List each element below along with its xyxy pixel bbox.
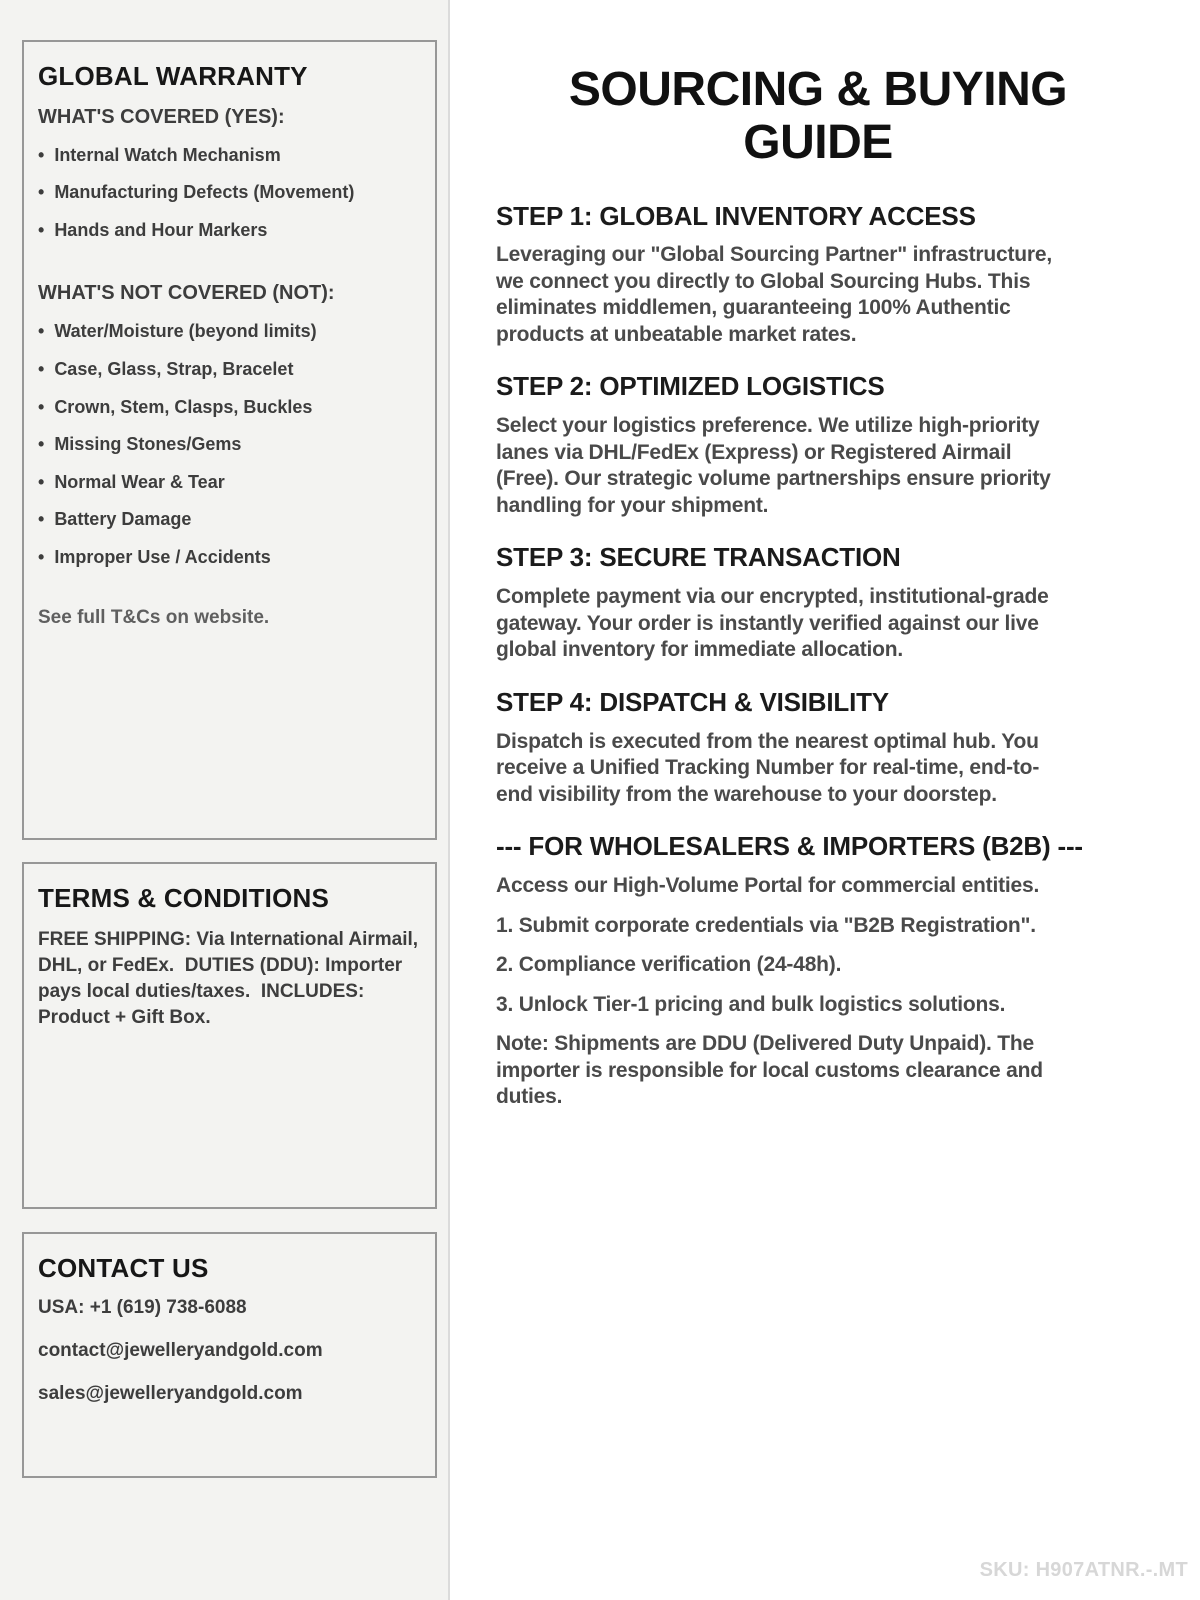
contact-title: CONTACT US [38,1253,209,1283]
step-2-section [496,372,1140,519]
warranty-footnote: See full T&Cs on website. [38,606,270,628]
not-covered-item: • Battery Damage [38,509,421,531]
info-sidebar [0,0,450,1600]
sourcing-guide-main [452,0,1200,1600]
terms-title: TERMS & CONDITIONS [38,883,330,913]
not-covered-item: • Improper Use / Accidents [38,547,421,569]
not-covered-heading: WHAT'S NOT COVERED (NOT): [38,282,335,305]
not-covered-item: • Water/Moisture (beyond limits) [38,321,421,343]
covered-item: • Manufacturing Defects (Movement) [38,182,421,204]
page-title: SOURCING & BUYING GUIDE [568,63,1068,169]
not-covered-item: • Case, Glass, Strap, Bracelet [38,359,421,381]
step-3-body: Complete payment via our encrypted, institutional-grade gateway. Your order is instantly verified against our live global inventory for immediate allocation. [496,585,1049,662]
step-2-body: Select your logistics preference. We utilize high-priority lanes via DHL/FedEx (Express) or Registered Airmail (Free). Our strategic volume partnerships ensure priority handling for your shipment. [496,414,1051,517]
b2b-section [496,832,1140,1110]
step-1-heading: STEP 1: GLOBAL INVENTORY ACCESS [496,200,976,231]
step-3-heading: STEP 3: SECURE TRANSACTION [496,542,901,573]
warranty-title: GLOBAL WARRANTY [38,61,308,91]
step-2-heading: STEP 2: OPTIMIZED LOGISTICS [496,371,885,402]
not-covered-item: • Crown, Stem, Clasps, Buckles [38,397,421,419]
covered-item: • Hands and Hour Markers [38,220,421,242]
step-3-section [496,543,1140,663]
ddu-note: Note: Shipments are DDU (Delivered Duty Unpaid). The importer is responsible for local customs clearance and duties. [496,1032,1043,1109]
not-covered-item: • Normal Wear & Tear [38,472,421,494]
not-covered-item: • Missing Stones/Gems [38,434,421,456]
b2b-heading: --- FOR WHOLESALERS & IMPORTERS (B2B) --- [496,831,1083,862]
sku-label: SKU: H907ATNR.-.MT [979,1559,1188,1581]
step-1-body: Leveraging our "Global Sourcing Partner" infrastructure, we connect you directly to Global Sourcing Hubs. This eliminates middlemen, guaranteeing 100% Authentic products at unbeatable market rates. [496,243,1052,346]
step-4-section [496,688,1140,808]
contact-email: contact@jewelleryandgold.com [38,1339,323,1361]
contact-panel [22,1232,437,1478]
b2b-paragraph: 1. Submit corporate credentials via "B2B Registration". [496,913,1036,937]
contact-sales-email: sales@jewelleryandgold.com [38,1382,303,1404]
b2b-paragraph: Access our High-Volume Portal for commercial entities. [496,874,1040,898]
terms-body: FREE SHIPPING: Via International Airmail, DHL, or FedEx. DUTIES (DDU): Importer pays local duties/taxes. INCLUDES: Product + Gift Box. [38,928,424,1029]
step-4-body: Dispatch is executed from the nearest optimal hub. You receive a Unified Tracking Number for real-time, end-to-end visibility from the warehouse to your doorstep. [496,729,1040,806]
covered-item: • Internal Watch Mechanism [38,145,421,167]
b2b-paragraph: 3. Unlock Tier-1 pricing and bulk logistics solutions. [496,992,1006,1016]
contact-phone: USA: +1 (619) 738-6088 [38,1296,247,1318]
global-warranty-panel [22,40,437,840]
step-1-section [496,202,1140,349]
step-4-heading: STEP 4: DISPATCH & VISIBILITY [496,686,889,717]
b2b-paragraph: 2. Compliance verification (24-48h). [496,953,842,977]
terms-panel [22,862,437,1209]
covered-heading: WHAT'S COVERED (YES): [38,105,285,128]
